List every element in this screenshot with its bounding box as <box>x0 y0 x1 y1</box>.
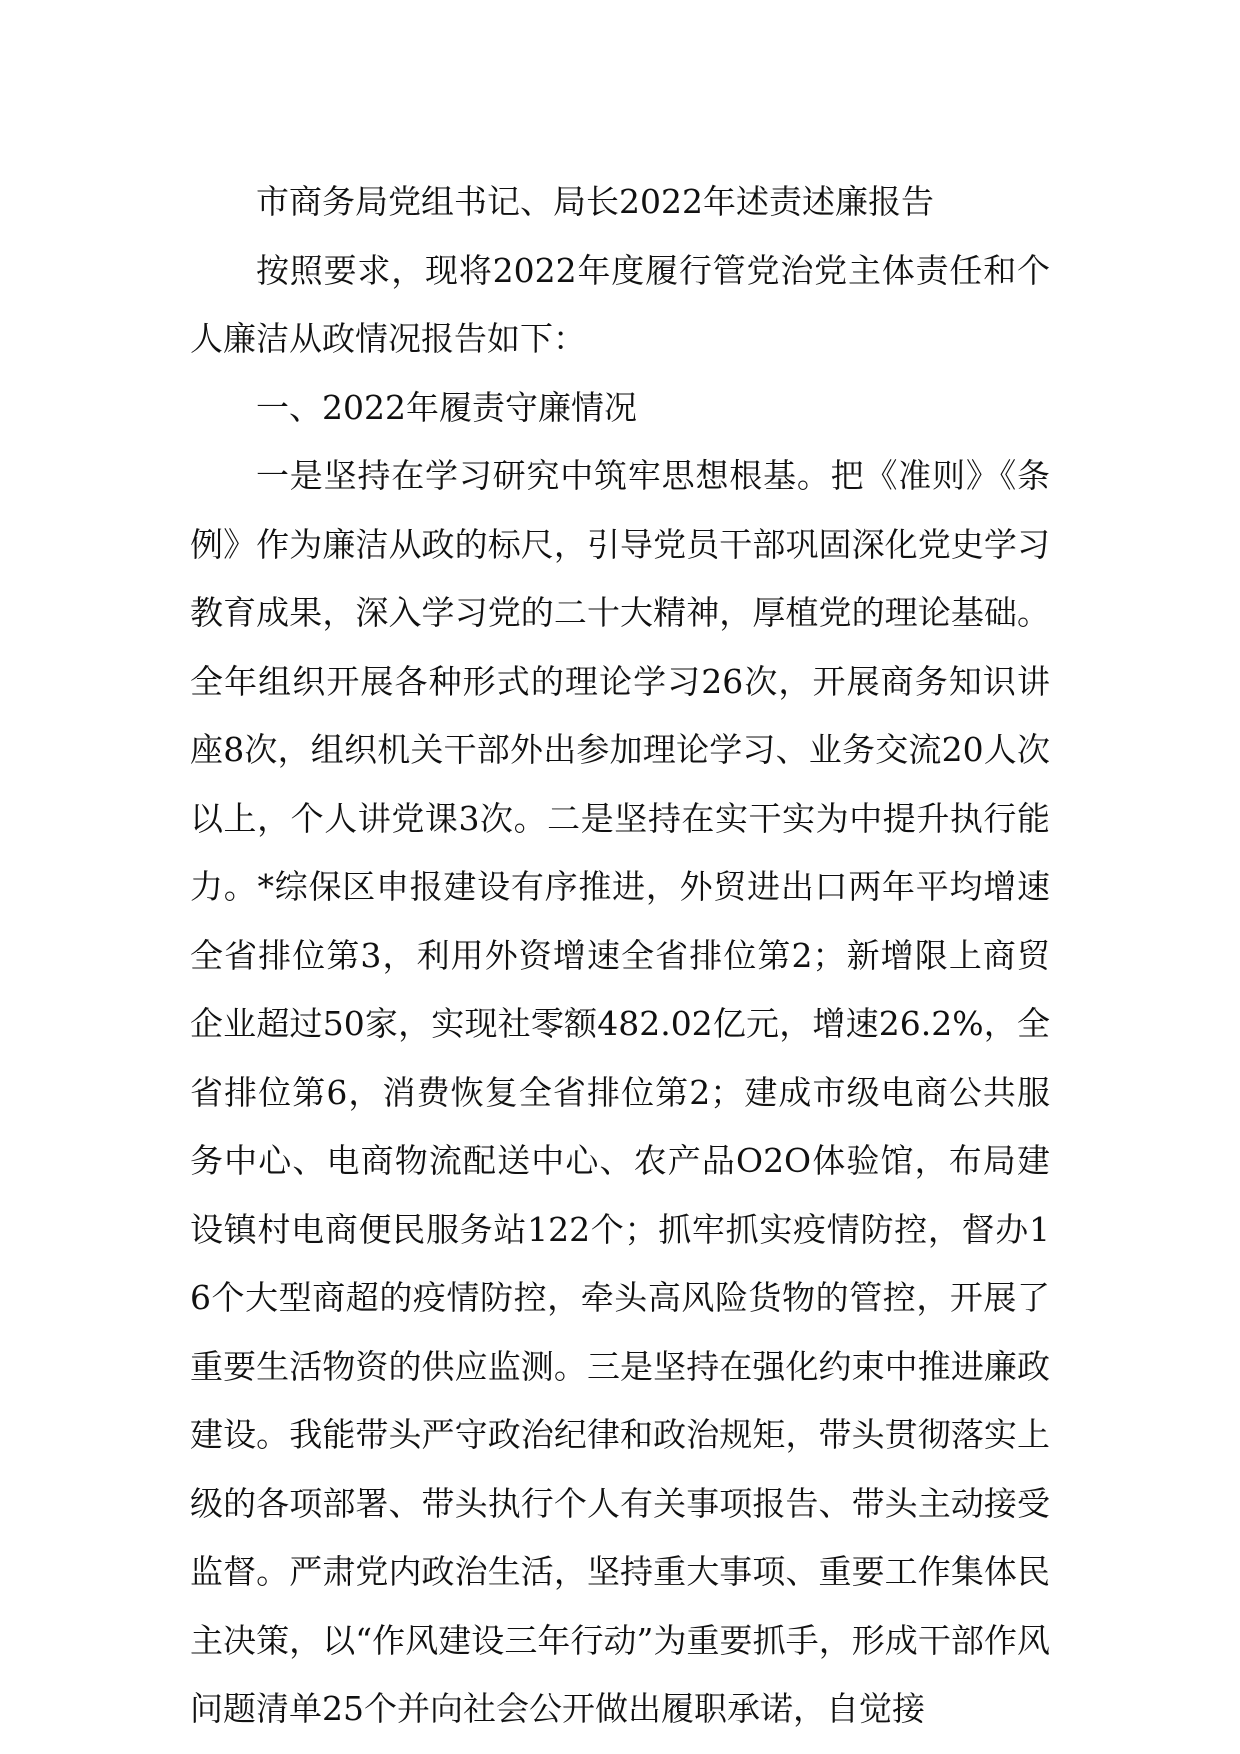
intro-paragraph: 按照要求，现将2022年度履行管党治党主体责任和个人廉洁从政情况报告如下： <box>190 250 1050 358</box>
body-paragraph: 一是坚持在学习研究中筑牢思想根基。把《准则》《条例》作为廉洁从政的标尺，引导党员干部巩固深化党史学习教育成果，深入学习党的二十大精神，厚植党的理论基础。全年组织开展各种形式的理论学习26次，开展商务知识讲座8次，组织机关干部外出参加理论学习、业务交流20人次以上，个人讲党课3次。二是坚持在实干实为中提升执行能力。*综保区申报建设有序推进，外贸进出口两年平均增速全省排位第3，利用外资增速全省排位第2；新增限上商贸企业超过50家，实现社零额482.02亿元，增速26.2%，全省排位第6，消费恢复全省排位第2；建成市级电商公共服务中心、电商物流配送中心、农产品O2O体验馆，布局建设镇村电商便民服务站122个；抓牢抓实疫情防控，督办16个大型商超的疫情防控，牵头高风险货物的管控，开展了重要生活物资的供应监测。三是坚持在强化约束中推进廉政建设。我能带头严守政治纪律和政治规矩，带头贯彻落实上级的各项部署、带头执行个人有关事项报告、带头主动接受监督。严肃党内政治生活，坚持重大事项、重要工作集体民主决策，以“作风建设三年行动”为重要抓手，形成干部作风问题清单25个并向社会公开做出履职承诺，自觉接 <box>190 456 1050 1728</box>
document-body <box>190 168 1050 1744</box>
document-title: 市商务局党组书记、局长2022年述责述廉报告 <box>256 182 934 221</box>
section-heading: 一、2022年履责守廉情况 <box>256 387 637 427</box>
